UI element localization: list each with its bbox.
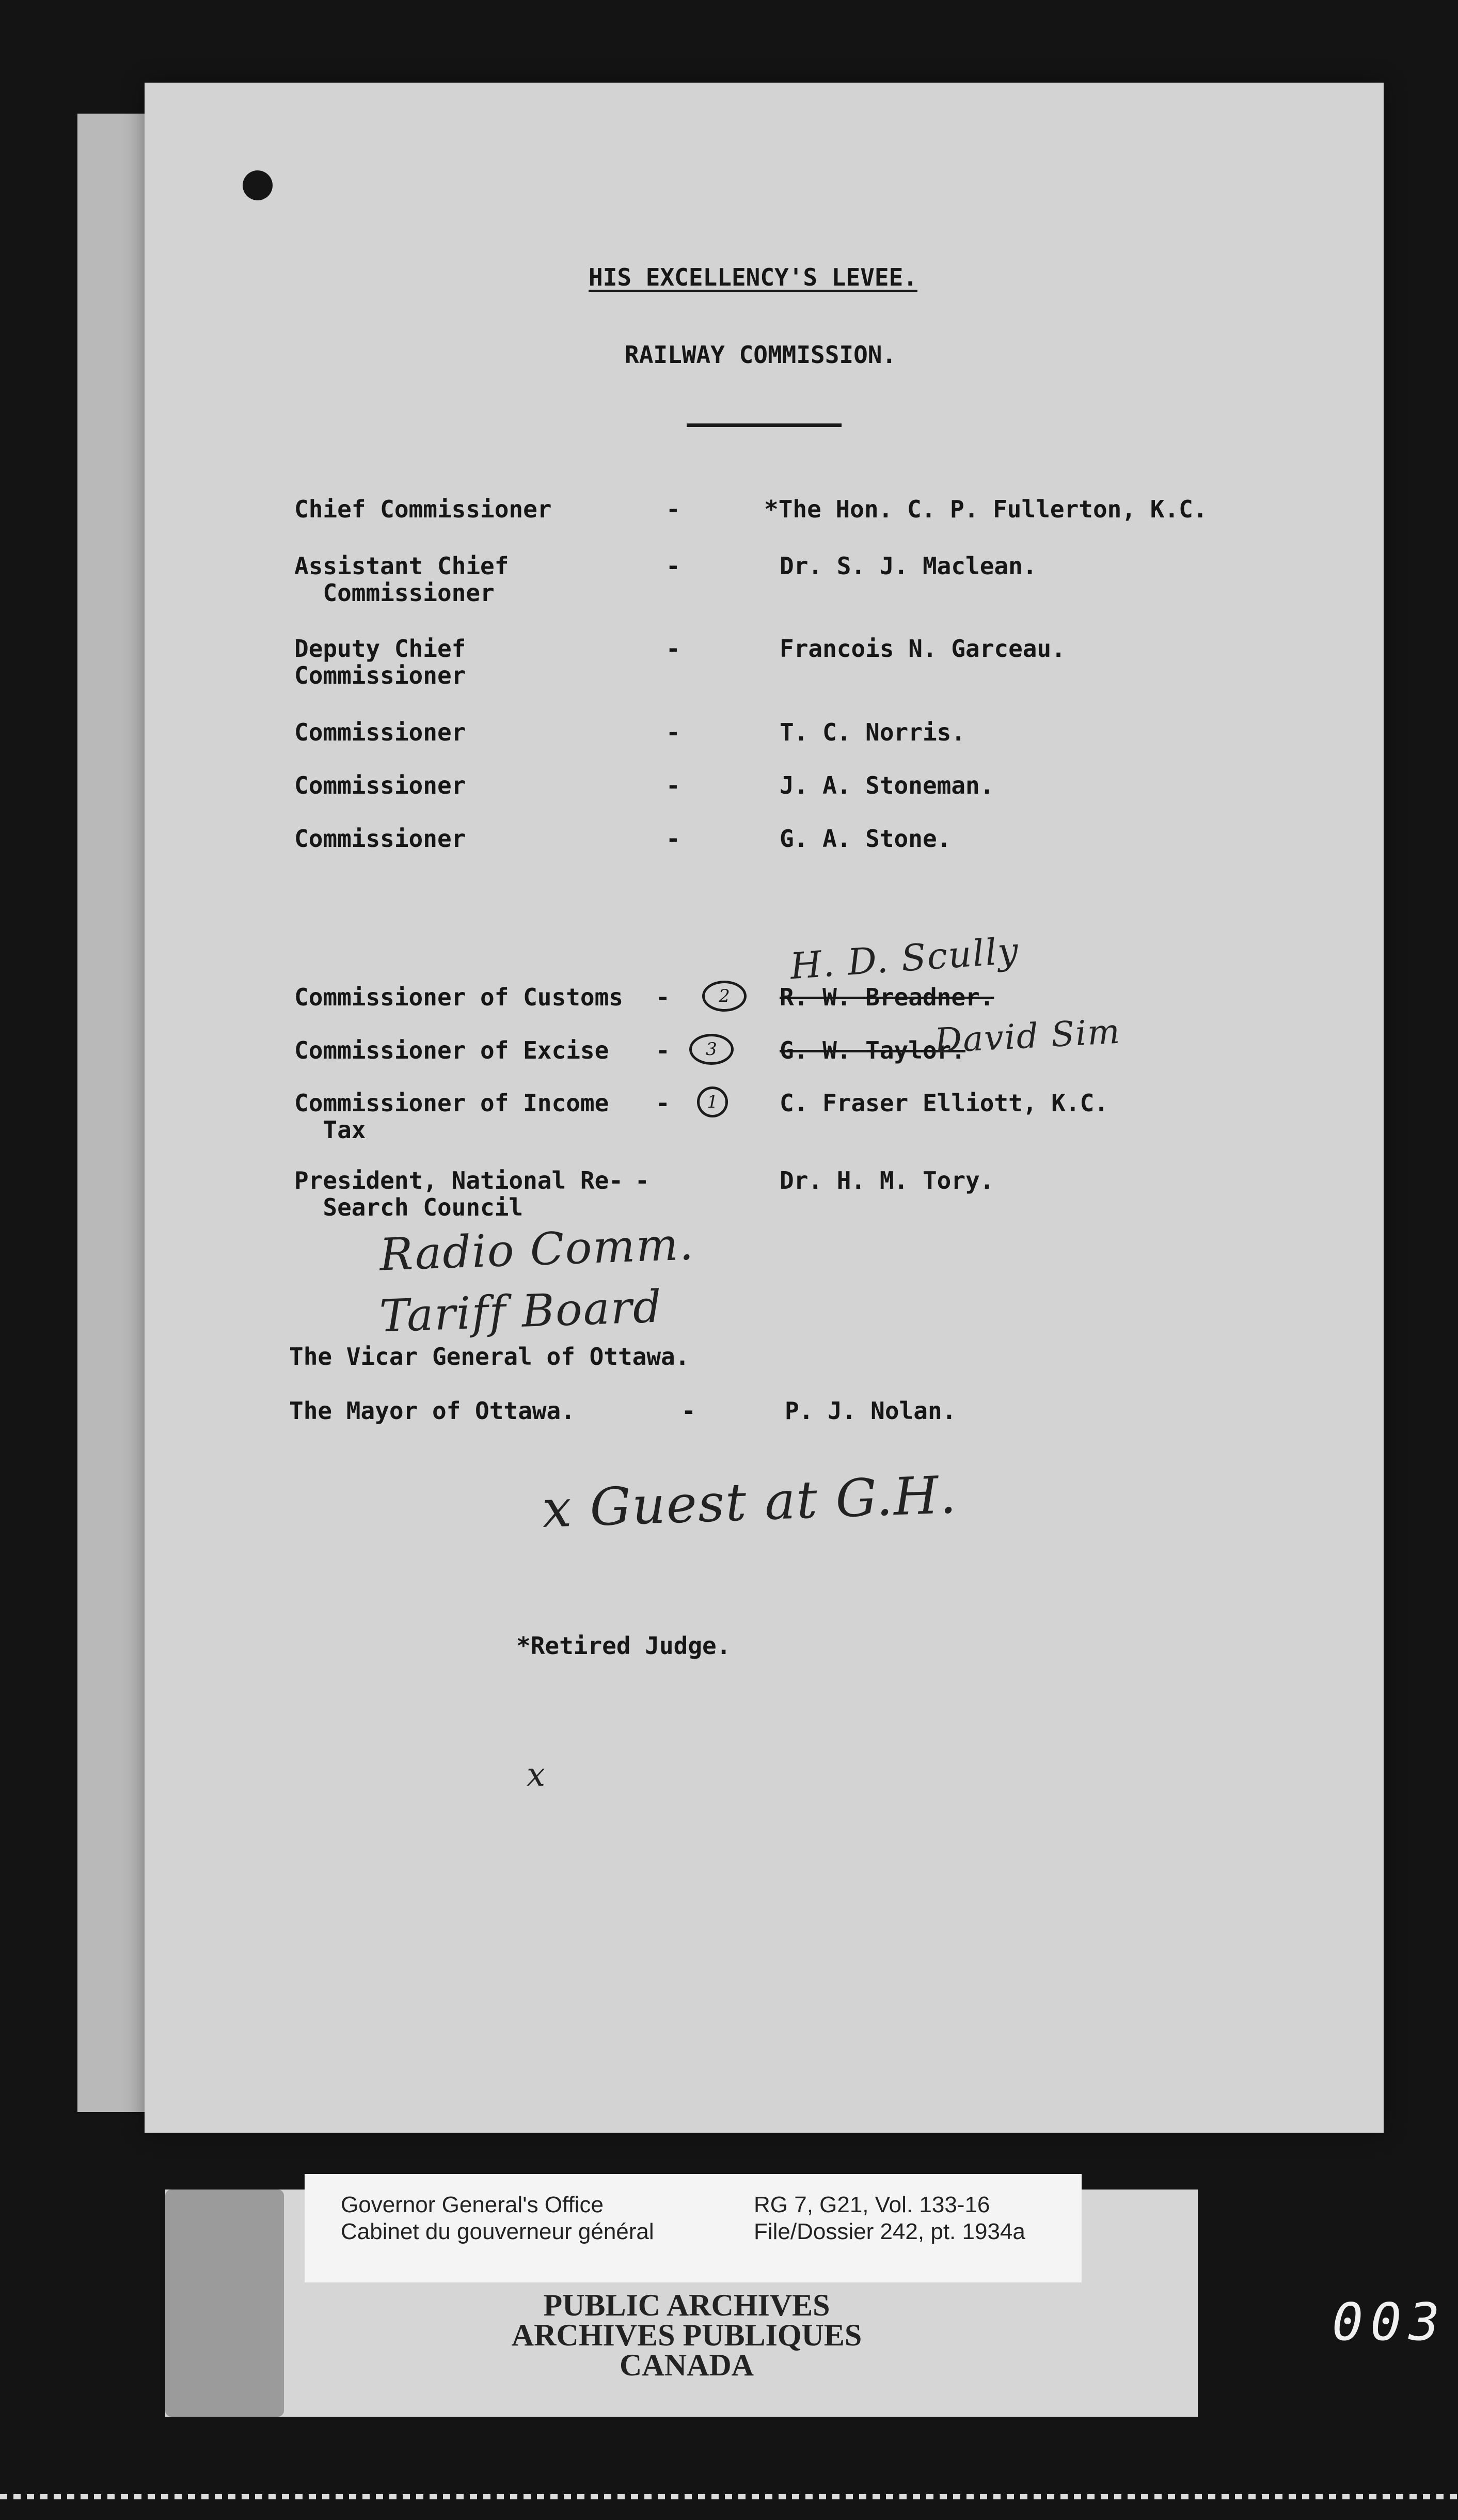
roster-row — [294, 553, 1327, 615]
row-value: J. A. Stoneman. — [780, 771, 994, 799]
handwritten-guest-note: x Guest at G.H. — [541, 1464, 958, 1539]
mayor-dash: - — [682, 1397, 696, 1425]
roster-row — [294, 825, 1327, 887]
row-value: G. A. Stone. — [780, 825, 952, 853]
row-label: Commissioner — [294, 718, 466, 746]
row-label: Commissioner of Customs — [294, 983, 623, 1011]
record-group-reference: RG 7, G21, Vol. 133-16 — [754, 2192, 990, 2217]
handwritten-addition: Tariff Board — [378, 1281, 663, 1343]
row-label: Commissioner of Excise — [294, 1036, 609, 1064]
row-label: Commissioner — [294, 771, 466, 799]
vicar-line: The Vicar General of Ottawa. — [289, 1343, 690, 1371]
row-label: Chief Commissioner — [294, 495, 552, 523]
row-dash: - — [656, 983, 670, 1011]
roster-row — [294, 496, 1327, 558]
row-label: Deputy Chief Commissioner — [294, 635, 466, 689]
roster-row — [294, 635, 1327, 697]
film-edge — [0, 2494, 1458, 2499]
row-label: Assistant Chief Commissioner — [294, 552, 509, 607]
row-label: Commissioner of Income Tax — [294, 1089, 609, 1144]
circled-number: 3 — [689, 1034, 734, 1065]
x-mark: x — [527, 1756, 547, 1794]
row-dash: - — [666, 771, 680, 799]
row-value: Dr. H. M. Tory. — [780, 1167, 994, 1194]
office-english: Governor General's Office — [341, 2192, 604, 2217]
document-title: HIS EXCELLENCY'S LEVEE. — [589, 263, 917, 291]
document-page — [145, 83, 1384, 2133]
handwritten-replacement: H. D. Scully — [788, 929, 1021, 988]
row-value: Francois N. Garceau. — [780, 635, 1066, 663]
row-value: T. C. Norris. — [780, 718, 966, 746]
punch-hole — [243, 170, 273, 200]
row-dash: - — [666, 495, 680, 523]
row-value: *The Hon. C. P. Fullerton, K.C. — [764, 495, 1208, 523]
handwritten-replacement: David Sim — [933, 1011, 1122, 1061]
circled-number: 1 — [697, 1086, 728, 1117]
frame-number: 003 — [1332, 2292, 1447, 2352]
row-dash: - — [656, 1036, 670, 1064]
archive-reference-card — [305, 2174, 1082, 2282]
row-value: Dr. S. J. Maclean. — [780, 552, 1037, 580]
file-reference: File/Dossier 242, pt. 1934a — [754, 2219, 1025, 2244]
archives-country: CANADA — [620, 2348, 754, 2382]
row-label: President, National Re- Search Council — [294, 1167, 623, 1221]
document-subtitle: RAILWAY COMMISSION. — [625, 341, 897, 369]
row-value-struck: R. W. Breadner. — [780, 983, 994, 1011]
row-dash: - — [666, 552, 680, 580]
footnote: *Retired Judge. — [516, 1632, 731, 1660]
row-value-struck: G. W. Taylor. — [780, 1036, 966, 1064]
row-value: C. Fraser Elliott, K.C. — [780, 1089, 1108, 1117]
row-label: Commissioner — [294, 825, 466, 853]
roster-row — [294, 1167, 1327, 1229]
mayor-label: The Mayor of Ottawa. — [289, 1397, 575, 1425]
title-rule — [687, 423, 842, 427]
roster-row — [294, 1090, 1327, 1152]
mayor-value: P. J. Nolan. — [785, 1397, 957, 1425]
row-dash: - — [666, 635, 680, 663]
archives-english: PUBLIC ARCHIVES — [543, 2288, 830, 2322]
office-french: Cabinet du gouverneur général — [341, 2219, 654, 2244]
handwritten-addition: Radio Comm. — [378, 1218, 695, 1281]
row-dash: - — [666, 718, 680, 746]
circled-number: 2 — [702, 981, 747, 1012]
label-tab — [165, 2190, 284, 2417]
row-dash: - — [666, 825, 680, 853]
row-dash: - — [656, 1089, 670, 1117]
row-dash: - — [635, 1167, 649, 1194]
archives-french: ARCHIVES PUBLIQUES — [511, 2318, 862, 2352]
